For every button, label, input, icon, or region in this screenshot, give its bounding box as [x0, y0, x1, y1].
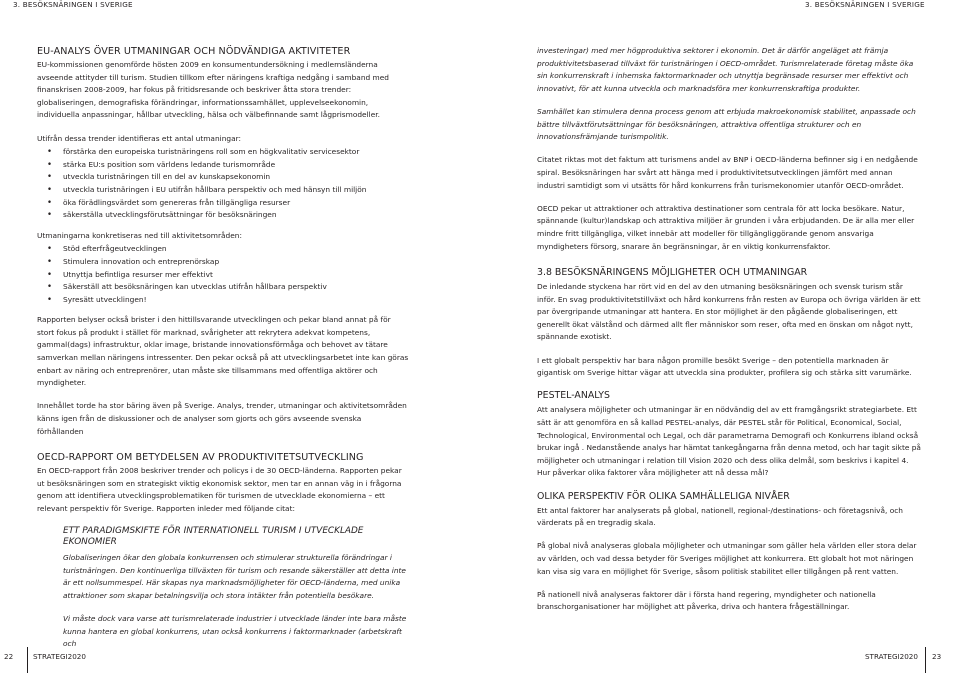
footer-right: [480, 647, 960, 665]
paragraph: En OECD-rapport från 2008 beskriver trender och policys i de 30 OECD-länderna. Rapporten pekar ut besöksnäringen som en strategiskt viktig ekonomisk sektor, men tar en annan väg in i frågorna genom att identifiera utvecklingsproblematiken för turismen de utvecklade ekonomierna – ett relevant perspektiv för Sverige. Rapporten inleder med följande citat:: [37, 466, 402, 513]
footer-divider: [27, 647, 28, 673]
paragraph: På global nivå analyseras globala möjligheter och utmaningar som gäller hela världen eller stora delar av världen, och vad dessa betyder för Sveriges möjlighet att konkurrera. Ett globalt hot mot näringen kan visa sig vara en möjlighet för Sverige, såsom politisk stabilitet eller tillgången på rent vatten.: [537, 541, 917, 576]
running-header-right: 3. BESÖKSNÄRINGEN I SVERIGE: [805, 0, 925, 9]
footer-title-right: STRATEGI2020: [865, 652, 918, 661]
activities-list: [37, 243, 410, 306]
heading-perspektiv: OLIKA PERSPEKTIV FÖR OLIKA SAMHÄLLELIGA NIVÅER: [537, 490, 790, 502]
heading-pestel: PESTEL-ANALYS: [537, 390, 610, 402]
quote-title: ETT PARADIGMSKIFTE FÖR INTERNATIONELL TURISM I UTVECKLADE EKONOMIER: [63, 526, 364, 548]
heading-section-3-8: 3.8 BESÖKSNÄRINGENS MÖJLIGHETER OCH UTMANINGAR: [537, 267, 808, 279]
paragraph: Rapporten belyser också brister i den hittillsvarande utvecklingen och pekar bland annat på för stort fokus på produkt i stället för marknad, svårigheter att rekrytera adekvat kompetens, gammal(dags) infrastruktur, oklar image, bristande innovationsförmåga och behovet av tätare samverkan mellan näringens intressenter. Den pekar också på att utvecklingsarbetet inte kan göras enbart av näring och entreprenörer, utan måste ske tillsammans med offentliga aktörer och myndigheter.: [37, 315, 409, 388]
list-item: • Stimulera innovation och entreprenörskap: [37, 256, 410, 269]
footer-left: [0, 647, 480, 665]
list-item: • Syresätt utvecklingen!: [37, 294, 410, 307]
quote-block: [37, 526, 410, 651]
list-item: • öka förädlingsvärdet som genereras från tillgängliga resurser: [37, 197, 410, 210]
quote-paragraph: Vi måste dock vara varse att turismrelaterade industrier i utvecklade länder inte bara måste kunna hantera en global konkurrens, utan också konkurrens i faktormarknader (arbetskraft och: [63, 614, 407, 649]
footer-title-left: STRATEGI2020: [33, 652, 86, 661]
left-column: [37, 46, 410, 662]
paragraph: I ett globalt perspektiv har bara någon promille besökt Sverige – den potentiella marknaden är gigantisk om Sverige hittar vägar att utveckla sina produkter, profilera sig och stärka sitt varumärke.: [537, 355, 912, 378]
list-item: • utveckla turistnäringen i EU utifrån hållbara perspektiv och med hänsyn till miljön: [37, 184, 410, 197]
quote-paragraph: Globaliseringen ökar den globala konkurrensen och stimulerar strukturella förändringar i turistnäringen. Den kontinuerliga tillväxten för turism och resande säkerställer att detta inte är ett nollsummespel. Här skapas nya marknadsmöjligheter för OECD-länderna, med unika attraktioner som skapar betalningsvilja och stora intäkter från potentiella besökare.: [63, 553, 406, 600]
page-number-left: 22: [4, 652, 14, 661]
paragraph: OECD pekar ut attraktioner och attraktiva destinationer som centrala för att locka besökare. Natur, spännande (kultur)landskap och attraktiva miljöer är grunden i våra erbjudanden. De är alla mer eller mindre fritt tillgängliga, vilket innebär att modeller för tillgängliggörande genom ansvariga myndigheters försorg, snarare än begränsningar, är en viktig konkurrensfaktor.: [537, 203, 915, 251]
challenges-list: [37, 146, 410, 222]
quote-paragraph: Samhället kan stimulera denna process genom att erbjuda makroekonomisk stabilitet, anpassade och bättre tillväxtförutsättningar för besöksnäringen, attraktiva offentliga strukturer och en innovationsfrämjande turismpolitik.: [537, 106, 916, 142]
quote-paragraph: investeringar) med mer högproduktiva sektorer i ekonomin. Det är därför angeläget att främja produktivitetsbaserad tillväxt för turistnäringen i OECD-området. Turismrelaterade företag måste öka sin konkurrenskraft i inhemska faktormarknader och utnyttja begränsade resurser mer effektivt och innovativt, för att kunna utveckla och marknadsföra mer konkurrenskraftiga produkter.: [537, 46, 914, 93]
page-number-right: 23: [932, 652, 942, 661]
footer-divider: [925, 647, 926, 673]
right-column: [537, 45, 921, 625]
list-item: • förstärka den europeiska turistnäringens roll som en högkvalitativ servicesektor: [37, 146, 410, 159]
heading-oecd-rapport: OECD-RAPPORT OM BETYDELSEN AV PRODUKTIVITETSUTVECKLING: [37, 452, 364, 464]
paragraph: Innehållet torde ha stor bäring även på Sverige. Analys, trender, utmaningar och aktivitetsområden känns igen från de diskussioner och de analyser som gjorts och görs avseende svenska förhållanden: [37, 401, 407, 436]
paragraph: Att analysera möjligheter och utmaningar är en nödvändig del av ett framgångsrikt strategiarbete. Ett sätt är att genomföra en så kallad PESTEL-analys, där PESTEL står för Political, Economical, Social, Technological, Environmental och Legal, och där parametrarna Demografi och Konkurrens ibland också brukar ingå . Nedanstående analys har hämtat tankegångarna från denna metod, och har tagit sikte på möjligheter och utmaningar i relation till Vision 2020 och dess olika delmål, som beskrivs i kapitel 4. Hur påverkar olika faktorer våra möjligheter att nå dessa mål?: [537, 405, 921, 478]
list-item: • utveckla turistnäringen till en del av kunskapsekonomin: [37, 171, 410, 184]
running-header-left: 3. BESÖKSNÄRINGEN I SVERIGE: [13, 0, 133, 9]
list-item: • Stöd efterfrågeutvecklingen: [37, 243, 410, 256]
paragraph: Ett antal faktorer har analyserats på global, nationell, regional-/destinations- och företagsnivå, och värderats på en tregradig skala.: [537, 505, 903, 528]
list-item: • Säkerställ att besöksnäringen kan utvecklas utifrån hållbara perspektiv: [37, 281, 410, 294]
paragraph: Citatet riktas mot det faktum att turismens andel av BNP i OECD-länderna befinner sig i en nedgående spiral. Besöksnäringen har svårt att hänga med i produktivitetsutvecklingen jämfört med annan industri samtidigt som vi utsätts för hård konkurrens från turismekonomier utanför OECD-området.: [537, 155, 918, 190]
list-item: • säkerställa utvecklingsförutsättningar för besöksnäringen: [37, 209, 410, 222]
paragraph: Utmaningarna konkretiseras ned till aktivitetsområden:: [37, 230, 242, 240]
paragraph: På nationell nivå analyseras faktorer där i första hand regering, myndigheter och nationella branschorganisationer har möjlighet att påverka, driva och hantera frågeställningar.: [537, 589, 876, 612]
paragraph: De inledande styckena har rört vid en del av den utmaning besöksnäringen och svensk turism står inför. En svag produktivitetstillväxt och hård konkurrens från resten av Europa och övriga världen är ett par övergripande utmaningar att hantera. En stor möjlighet är den pågående globaliseringen, ett generellt ökat välstånd och därmed allt fler människor som reser, ofta med en önskan om något nytt, spännande exotiskt.: [537, 282, 921, 342]
list-item: • stärka EU:s position som världens ledande turismområde: [37, 159, 410, 172]
paragraph: EU-kommissionen genomförde hösten 2009 en konsumentundersökning i medlemsländerna avseende attityder till turism. Studien tillkom efter näringens kraftiga nedgång i samband med finanskrisen 2008-2009, har fokus på fritidsresande och beskriver åtta stora trender: globaliseringen, demografiska förändringar, informationssamhället, upplevelseekonomin, individuella anpassningar, hållbar utveckling, hälsa och välbefinnande samt lågprismodeller.: [37, 60, 389, 120]
list-item: • Utnyttja befintliga resurser mer effektivt: [37, 269, 410, 282]
paragraph: Utifrån dessa trender identifieras ett antal utmaningar:: [37, 133, 241, 143]
heading-eu-analys: EU-ANALYS ÖVER UTMANINGAR OCH NÖDVÄNDIGA AKTIVITETER: [37, 46, 351, 57]
